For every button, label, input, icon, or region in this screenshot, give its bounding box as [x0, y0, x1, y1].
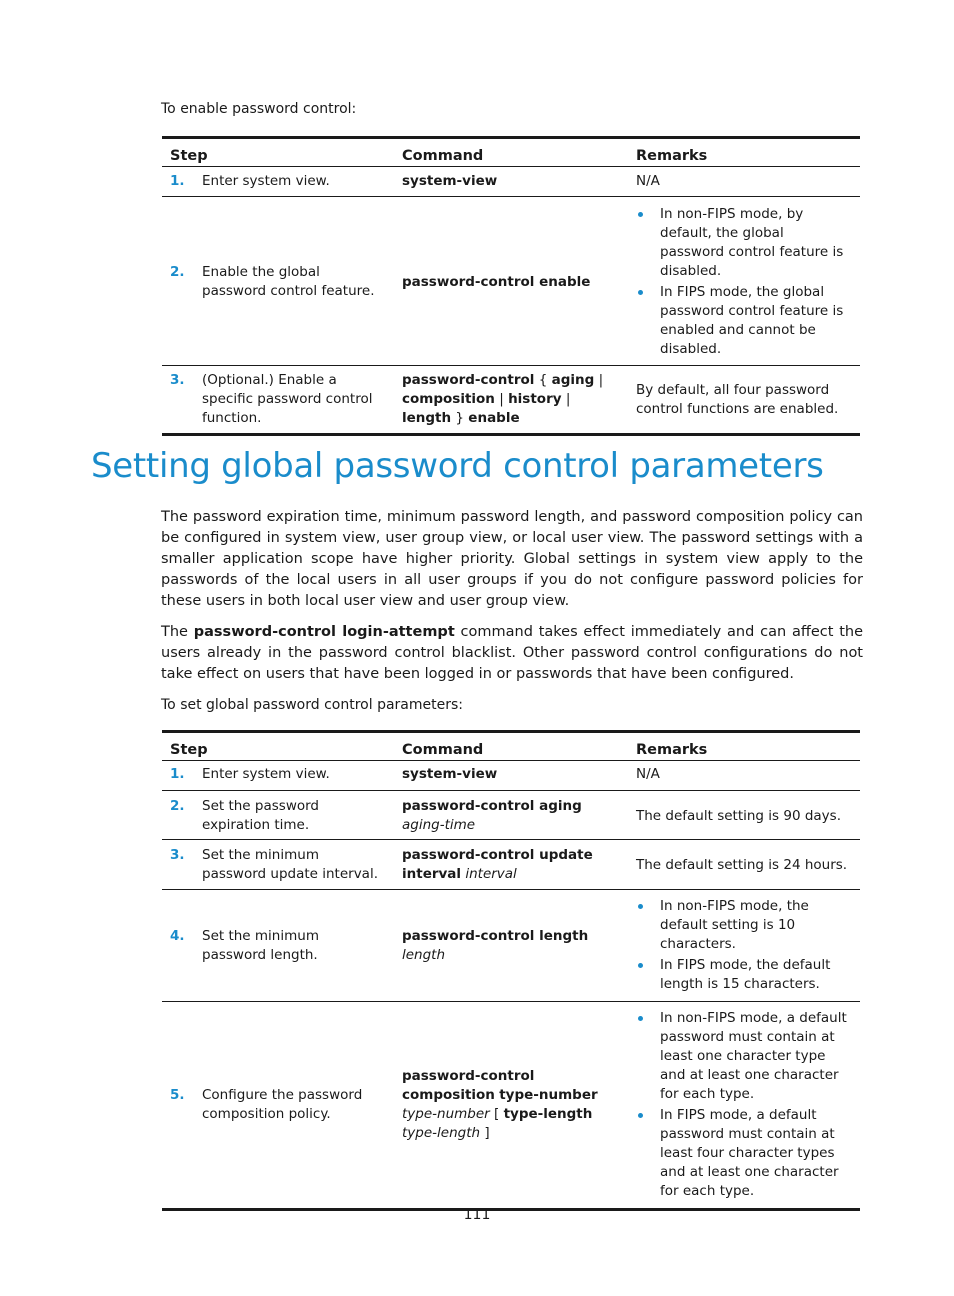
bullet-text: In non-FIPS mode, a default password must contain at least one character type and at least one character for each type.: [660, 1010, 847, 1102]
bullet-dot-icon: [638, 212, 643, 217]
command-keyword: password-control composition: [402, 1068, 535, 1103]
remarks-bullet-item: [636, 283, 852, 359]
remarks-text: N/A: [636, 173, 660, 189]
bullet-dot-icon: [638, 1113, 643, 1118]
step-wrap: [170, 765, 386, 784]
table-row: [162, 197, 860, 366]
step-description: (Optional.) Enable a specific password control function.: [202, 372, 373, 426]
command-argument: interval: [465, 866, 517, 882]
table-row: [162, 791, 860, 840]
step-wrap: [170, 797, 386, 835]
step-number: 4.: [170, 927, 185, 944]
command-keyword: composition: [402, 391, 495, 407]
step-description: Set the password expiration time.: [202, 798, 319, 833]
paragraph-login-attempt: [161, 622, 863, 685]
command-syntax: ]: [480, 1125, 490, 1141]
bullet-dot-icon: [638, 963, 643, 968]
remarks-bullet-item: [636, 1106, 852, 1201]
command-cell: [394, 167, 628, 197]
command-cell: [394, 761, 628, 791]
remarks-bullet-list: [636, 897, 852, 994]
table-row: [162, 366, 860, 435]
remarks-cell: [628, 1002, 860, 1210]
step-description: Set the minimum password length.: [202, 927, 319, 963]
command-argument: aging-time: [402, 817, 476, 833]
step-cell: [162, 167, 394, 197]
command-syntax: }: [451, 410, 469, 426]
bullet-dot-icon: [638, 1016, 643, 1021]
step-number: 3.: [170, 847, 185, 863]
remarks-bullet-list: [636, 1009, 852, 1201]
remarks-text: The default setting is 24 hours.: [636, 856, 848, 873]
command-syntax: |: [594, 372, 604, 388]
remarks-cell: [628, 366, 860, 435]
step-cell: [162, 761, 394, 791]
table-row: [162, 840, 860, 890]
remarks-cell: [628, 167, 860, 197]
table-row: [162, 761, 860, 791]
remarks-cell: [628, 840, 860, 890]
command-keyword: password-control: [402, 372, 535, 388]
command-syntax: |: [494, 391, 509, 407]
table-header-row: [162, 732, 860, 761]
step-wrap: [170, 371, 386, 428]
step-wrap: [170, 172, 386, 191]
bullet-text: In non-FIPS mode, the default setting is 10 characters.: [660, 898, 809, 952]
remarks-text: By default, all four password control functions are enabled.: [636, 381, 839, 417]
remarks-bullet-item: [636, 956, 852, 994]
command-syntax: |: [561, 391, 571, 407]
command-cell: [394, 840, 628, 890]
step-number: 3.: [170, 372, 185, 388]
command-cell: [394, 1002, 628, 1210]
command-keyword: aging: [551, 372, 595, 388]
command-cell: [394, 197, 628, 366]
command-cell: [394, 791, 628, 840]
step-cell: [162, 197, 394, 366]
remarks-cell: [628, 890, 860, 1002]
step-number: 5.: [170, 1087, 185, 1103]
step-wrap: [170, 846, 386, 884]
paragraph-scope: The password expiration time, minimum password length, and password composition policy can be configured in system view, user group view, or local user view. The password settings with a smaller application scope have higher priority. Global settings in system view apply to the passwords of the local users in all user groups if you do not configure password policies for these users in both local user view and user group view.: [161, 509, 863, 609]
command-cell: [394, 890, 628, 1002]
remarks-bullet-item: [636, 205, 852, 281]
intro-text-1: To enable password control:: [161, 101, 357, 117]
command-keyword: history: [508, 391, 562, 407]
step-number: 1.: [170, 173, 185, 189]
remarks-cell: [628, 761, 860, 791]
step-cell: [162, 366, 394, 435]
bullet-dot-icon: [638, 290, 643, 295]
command-keyword: password-control enable: [402, 273, 591, 290]
step-description: Enable the global password control feature.: [202, 264, 375, 299]
step-cell: [162, 791, 394, 840]
remarks-text: The default setting is 90 days.: [636, 807, 841, 824]
command-cell: [394, 366, 628, 435]
command-keyword: type-number: [499, 1087, 598, 1103]
command-keyword: type-length: [503, 1106, 593, 1122]
header-step: Step: [162, 732, 394, 761]
remarks-text: N/A: [636, 766, 660, 782]
command-keyword: password-control update interval: [402, 847, 593, 882]
step-number: 2.: [170, 264, 185, 280]
section-title: Setting global password control parameters: [91, 446, 824, 486]
command-syntax: [: [489, 1106, 504, 1122]
remarks-cell: [628, 197, 860, 366]
intro-text-2: To set global password control parameters:: [161, 697, 463, 713]
header-command: Command: [394, 138, 628, 167]
header-command: Command: [394, 732, 628, 761]
command-keyword: password-control length: [402, 927, 589, 944]
table-global-parameters: [162, 730, 860, 1211]
remarks-cell: [628, 791, 860, 840]
command-syntax: {: [534, 372, 552, 388]
step-cell: [162, 1002, 394, 1210]
step-description: Set the minimum password update interval.: [202, 847, 379, 882]
step-cell: [162, 890, 394, 1002]
header-step: Step: [162, 138, 394, 167]
step-wrap: [170, 1086, 386, 1124]
remarks-bullet-item: [636, 897, 852, 954]
bullet-dot-icon: [638, 904, 643, 909]
step-number: 1.: [170, 766, 185, 782]
para2-prefix: The: [161, 624, 194, 640]
bullet-text: In non-FIPS mode, by default, the global password control feature is disabled.: [660, 206, 844, 279]
bullet-text: In FIPS mode, the global password control feature is enabled and cannot be disabled.: [660, 284, 844, 357]
step-number: 2.: [170, 798, 185, 814]
command-argument: type-number: [402, 1106, 490, 1122]
table-header-row: [162, 138, 860, 167]
step-description: Enter system view.: [202, 173, 330, 189]
command-argument: length: [402, 946, 446, 963]
page-number: 111: [463, 1207, 491, 1223]
table-row: [162, 1002, 860, 1210]
command-keyword: password-control aging: [402, 798, 582, 814]
step-cell: [162, 840, 394, 890]
table-row: [162, 890, 860, 1002]
table-enable-password-control: [162, 136, 860, 436]
command-keyword: system-view: [402, 766, 498, 782]
para2-command: password-control login-attempt: [193, 624, 455, 640]
header-remarks: Remarks: [628, 732, 860, 761]
header-remarks: Remarks: [628, 138, 860, 167]
step-description: Configure the password composition policy.: [202, 1087, 363, 1122]
table-row: [162, 167, 860, 197]
command-keyword: system-view: [402, 173, 498, 189]
bullet-text: In FIPS mode, a default password must contain at least four character types and at least one character for each type.: [660, 1107, 839, 1199]
step-wrap: [170, 927, 386, 965]
step-description: Enter system view.: [202, 766, 330, 782]
para2-suffix: command takes effect immediately and can affect the users already in the password control blacklist. Other password control configurations do not take effect on users that have been logged in or passwords that have been configured.: [161, 624, 863, 682]
step-wrap: [170, 263, 386, 301]
remarks-bullet-item: [636, 1009, 852, 1104]
remarks-bullet-list: [636, 205, 852, 359]
command-argument: type-length: [402, 1125, 481, 1141]
bullet-text: In FIPS mode, the default length is 15 characters.: [660, 957, 831, 992]
command-keyword: length: [402, 410, 452, 426]
command-keyword: enable: [468, 410, 520, 426]
